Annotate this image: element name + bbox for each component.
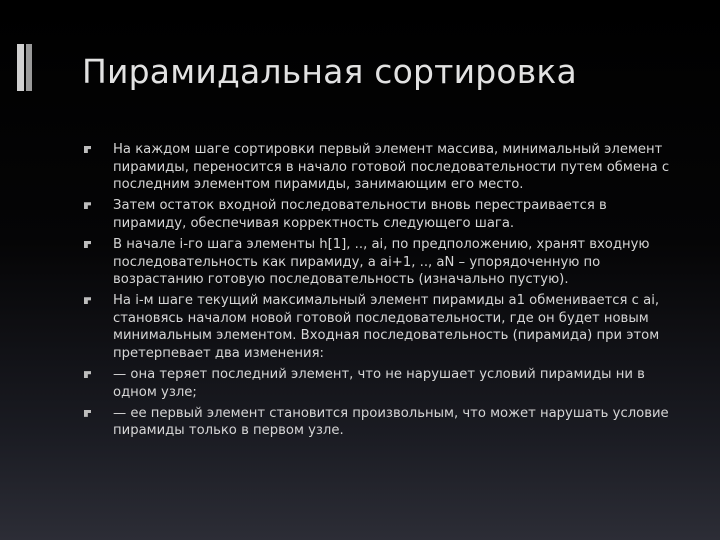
bullet-icon [84, 146, 91, 153]
accent-bars [17, 44, 33, 91]
bullet-item [83, 405, 683, 440]
bullet-icon [84, 241, 91, 248]
bullet-icon [84, 371, 91, 378]
accent-bar [17, 44, 24, 91]
bullet-icon [84, 202, 91, 209]
bullet-text: В начале i-го шага элементы h[1], .., ai, по предположению, хранят входную последовательность как пирамиду, а ai+1, .., aN – упорядоченную по возрастанию готовую последовательность (изначально пустую). [113, 236, 650, 288]
bullet-icon [84, 410, 91, 417]
bullet-item [83, 141, 683, 194]
bullet-text: Затем остаток входной последовательности вновь перестраивается в пирамиду, обеспечивая корректность следующего шага. [113, 198, 607, 231]
bullet-list [83, 141, 683, 444]
bullet-text: На каждом шаге сортировки первый элемент массива, минимальный элемент пирамиды, переносится в начало готовой последовательности путем обмена с последним элементом пирамиды, занимающим его место. [113, 142, 670, 193]
bullet-text: — ее первый элемент становится произвольным, что может нарушать условие пирамиды только в первом узле. [113, 405, 669, 439]
bullet-text: На i-м шаге текущий максимальный элемент пирамиды a1 обменивается с ai, становясь началом новой готовой последовательности, где он будет новым минимальным элементом. Входная последовательность (пирамида) при этом претерпевает два изменения: [113, 293, 660, 362]
slide-title: Пирамидальная сортировка [82, 52, 577, 91]
bullet-item [83, 366, 683, 401]
bullet-text: — она теряет последний элемент, что не нарушает условий пирамиды ни в одном узле; [113, 367, 645, 400]
bullet-item [83, 292, 683, 362]
bullet-item [83, 236, 683, 289]
bullet-icon [84, 297, 91, 304]
bullet-item [83, 197, 683, 232]
accent-bar [26, 44, 32, 91]
